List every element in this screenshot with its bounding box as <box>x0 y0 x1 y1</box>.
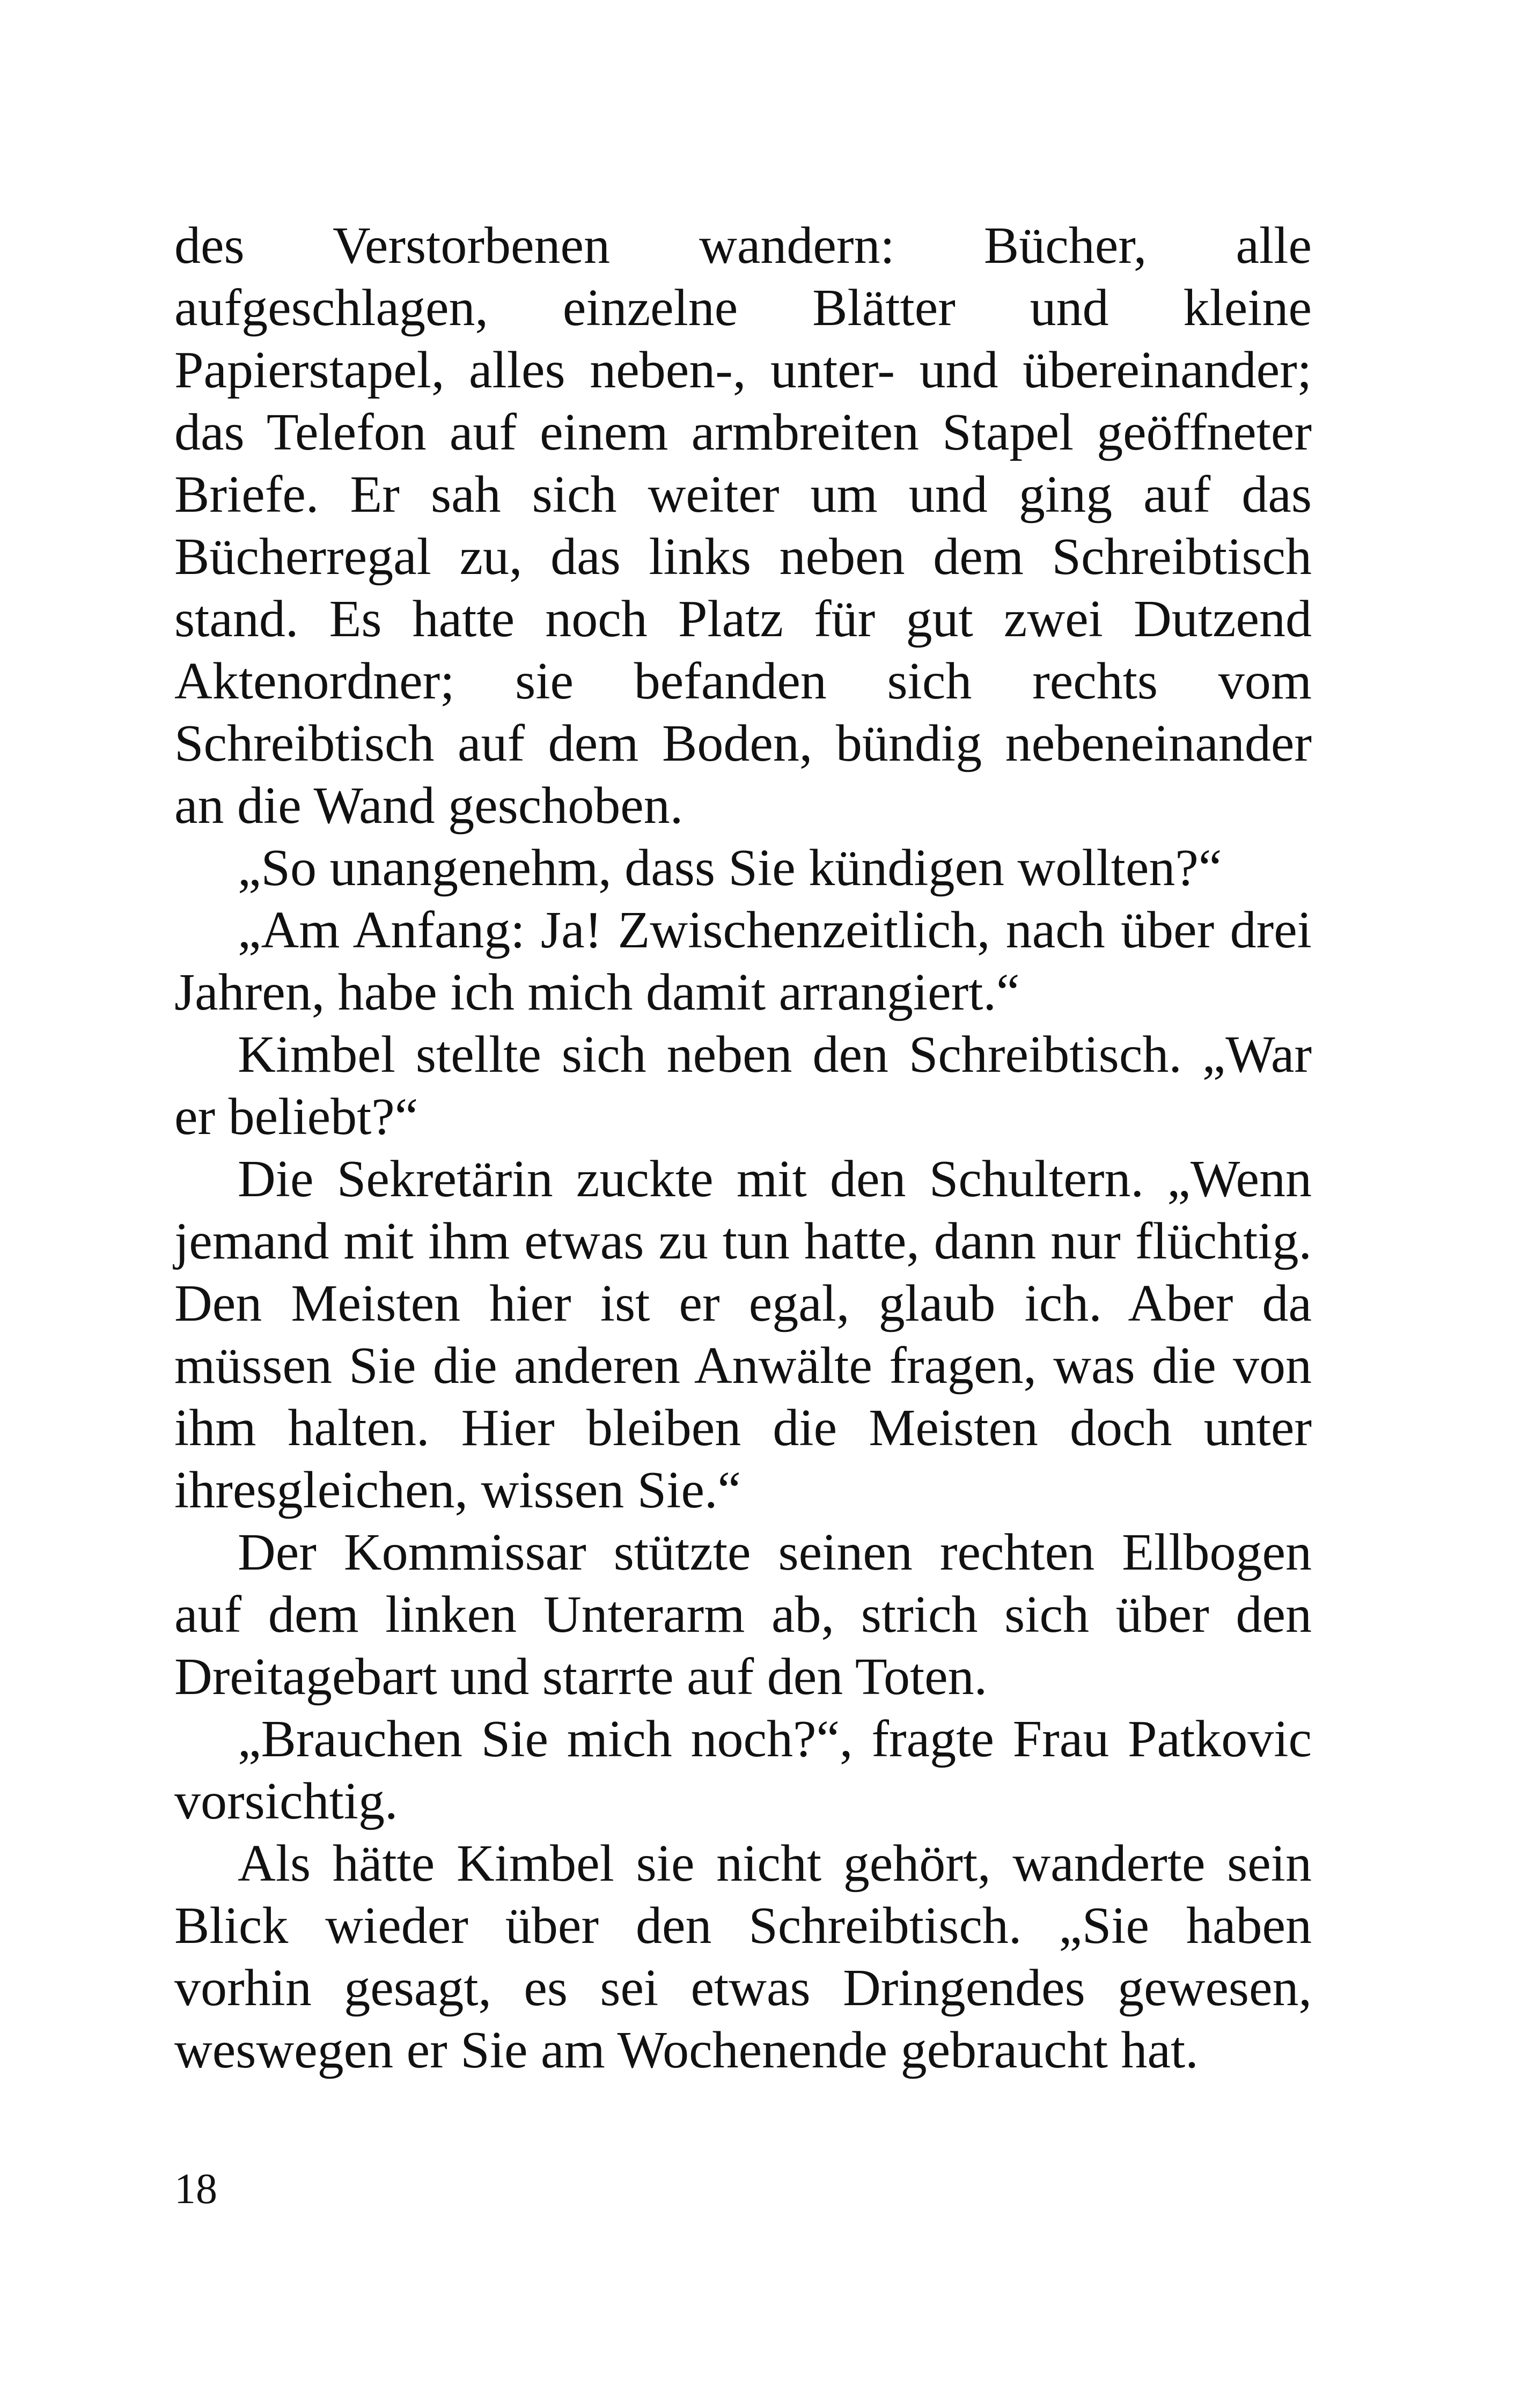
paragraph-7: „Brauchen Sie mich noch?“, fragte Frau Patkovic vorsichtig. <box>174 1710 1312 1830</box>
paragraph-1: des Verstorbenen wandern: Bücher, alle aufgeschlagen, einzelne Blätter und kleine Papierstapel, alles neben-, unter- und übereinander; das Telefon auf einem armbreiten Stapel geöffneter Briefe. Er sah sich weiter um und ging auf das Bücherregal zu, das links neben dem Schreibtisch stand. Es hatte noch Platz für gut zwei Dutzend Aktenordner; sie befanden sich rechts vom Schreibtisch auf dem Boden, bündig nebeneinander an die Wand geschoben. <box>174 217 1312 835</box>
page-number: 18 <box>174 2166 217 2213</box>
paragraph-8: Als hätte Kimbel sie nicht gehört, wanderte sein Blick wieder über den Schreibtisch. „Sie haben vorhin gesagt, es sei etwas Dringendes gewesen, weswegen er Sie am Wochenende gebraucht hat. <box>174 1835 1312 2079</box>
paragraph-3: „Am Anfang: Ja! Zwischenzeitlich, nach über drei Jahren, habe ich mich damit arrangiert.“ <box>174 901 1312 1021</box>
paragraph-4: Kimbel stellte sich neben den Schreibtisch. „War er beliebt?“ <box>174 1026 1312 1146</box>
paragraph-5: Die Sekretärin zuckte mit den Schultern. „Wenn jemand mit ihm etwas zu tun hatte, dann nur flüchtig. Den Meisten hier ist er egal, glaub ich. Aber da müssen Sie die anderen Anwälte fragen, was die von ihm halten. Hier bleiben die Meisten doch unter ihresgleichen, wissen Sie.“ <box>174 1150 1312 1519</box>
paragraph-2: „So unangenehm, dass Sie kündigen wollten?“ <box>238 839 1222 897</box>
body-text <box>174 215 1312 2081</box>
paragraph-6: Der Kommissar stützte seinen rechten Ellbogen auf dem linken Unterarm ab, strich sich über den Dreitagebart und starrte auf den Toten. <box>174 1523 1312 1706</box>
